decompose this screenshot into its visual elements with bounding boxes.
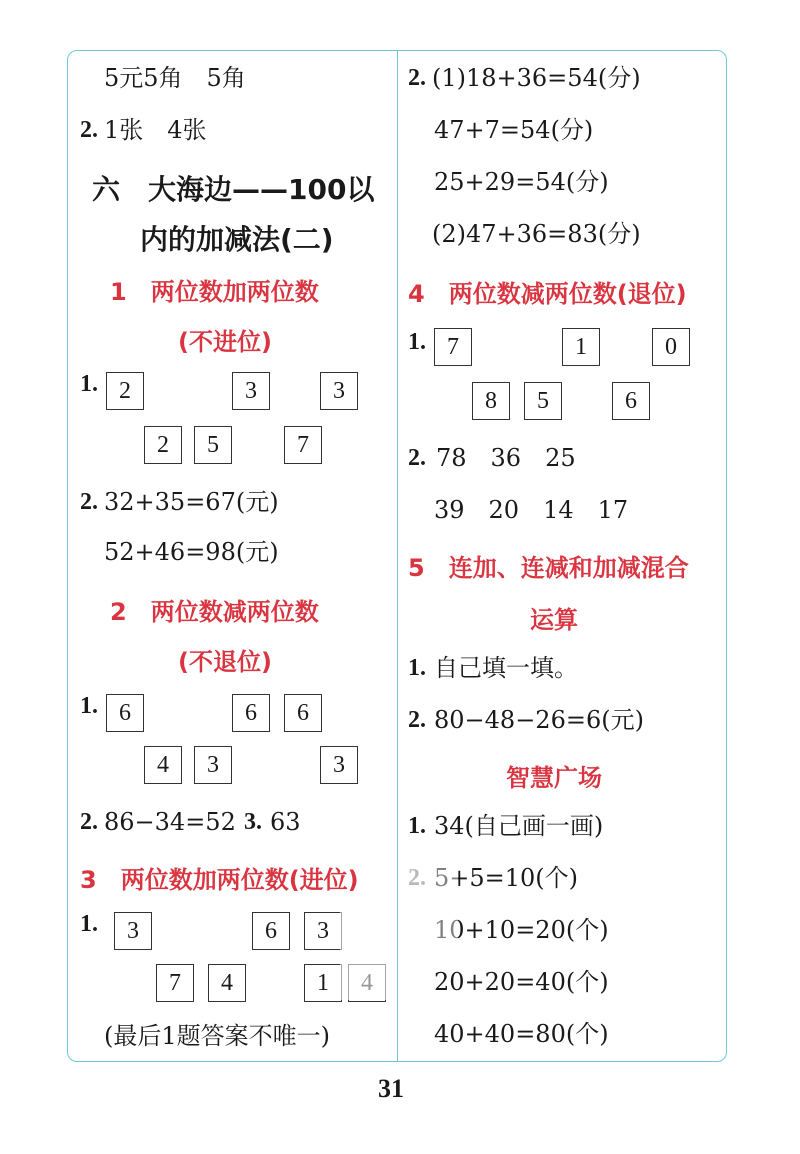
answer-box: 6 [106, 694, 144, 732]
answer-text: 78 36 25 [436, 444, 576, 472]
answer-box: 3 [194, 746, 232, 784]
answer-box: 7 [434, 328, 472, 366]
question-number: 3. [244, 809, 262, 835]
answer-text: 1张 4张 [104, 116, 207, 144]
answer-box: 3 [304, 912, 342, 950]
chapter-title-cont: 内的加减法(二) [140, 223, 334, 256]
question-number: 1. [80, 693, 98, 719]
answer-text: 32+35=67(元) [104, 488, 279, 516]
answer-box: 2 [106, 372, 144, 410]
answer-box: 3 [114, 912, 152, 950]
answer-text: 63 [270, 808, 301, 836]
answer-text: (2)47+36=83(分) [432, 220, 641, 248]
answer-box: 5 [524, 382, 562, 420]
question-number: 2. [408, 445, 426, 471]
section-heading-cont: 运算 [530, 606, 578, 634]
section-heading: 智慧广场 [506, 764, 602, 792]
question-number: 2. [408, 707, 426, 733]
answer-box: 5 [194, 426, 232, 464]
question-number: 2. [408, 65, 426, 91]
answer-box: 3 [232, 372, 270, 410]
section-heading: 4 两位数减两位数(退位) [408, 280, 687, 308]
answer-box: 0 [652, 328, 690, 366]
answer-text: 39 20 14 17 [434, 496, 629, 524]
question-number: 2. [80, 117, 98, 143]
section-subheading: (不进位) [178, 328, 272, 356]
scan-gap [398, 862, 458, 952]
chapter-title: 六 大海边——100以 [92, 173, 375, 206]
answer-box: 6 [612, 382, 650, 420]
section-heading: 1 两位数加两位数 [110, 278, 319, 306]
answer-box: 4 [208, 964, 246, 1002]
answer-text: 34(自己画一画) [434, 812, 604, 840]
answer-box: 1 [562, 328, 600, 366]
answer-text: 25+29=54(分) [434, 168, 609, 196]
question-number: 1. [80, 371, 98, 397]
answer-box: 1 [304, 964, 342, 1002]
answer-box: 3 [320, 746, 358, 784]
question-number: 2. [80, 809, 98, 835]
answer-text: 自己填一填。 [434, 654, 578, 682]
answer-box: 7 [156, 964, 194, 1002]
question-number: 2. [408, 865, 426, 891]
question-number: 1. [408, 329, 426, 355]
answer-box: 7 [284, 426, 322, 464]
page-number: 31 [378, 1074, 404, 1103]
answer-text: 20+20=40(个) [434, 968, 609, 996]
answer-box: 8 [472, 382, 510, 420]
answer-box: 6 [284, 694, 322, 732]
answer-text: 40+40=80(个) [434, 1020, 609, 1048]
answer-line: 5元5角 5角 [104, 64, 246, 92]
answer-text: (1)18+36=54(分) [432, 64, 641, 92]
note-text: (最后1题答案不唯一) [104, 1022, 330, 1050]
answer-box: 4 [144, 746, 182, 784]
section-heading: 5 连加、连减和加减混合 [408, 554, 689, 582]
answer-text: 52+46=98(元) [104, 538, 279, 566]
question-number: 1. [408, 813, 426, 839]
answer-text: 10+10=20(个) [434, 916, 609, 944]
answer-text: 47+7=54(分) [434, 116, 594, 144]
question-number: 2. [80, 489, 98, 515]
section-subheading: (不退位) [178, 648, 272, 676]
answer-text: 86−34=52 [104, 808, 236, 836]
answer-text: 5+5=10(个) [434, 864, 579, 892]
answer-box: 2 [144, 426, 182, 464]
answer-box: 6 [252, 912, 290, 950]
section-heading: 3 两位数加两位数(进位) [80, 866, 359, 894]
answer-box: 3 [320, 372, 358, 410]
scan-gap [372, 852, 396, 892]
answer-box: 6 [232, 694, 270, 732]
section-heading: 2 两位数减两位数 [110, 598, 319, 626]
scan-gap [340, 900, 396, 1000]
question-number: 1. [408, 655, 426, 681]
question-number: 1. [80, 911, 98, 937]
answer-text: 80−48−26=6(元) [434, 706, 644, 734]
